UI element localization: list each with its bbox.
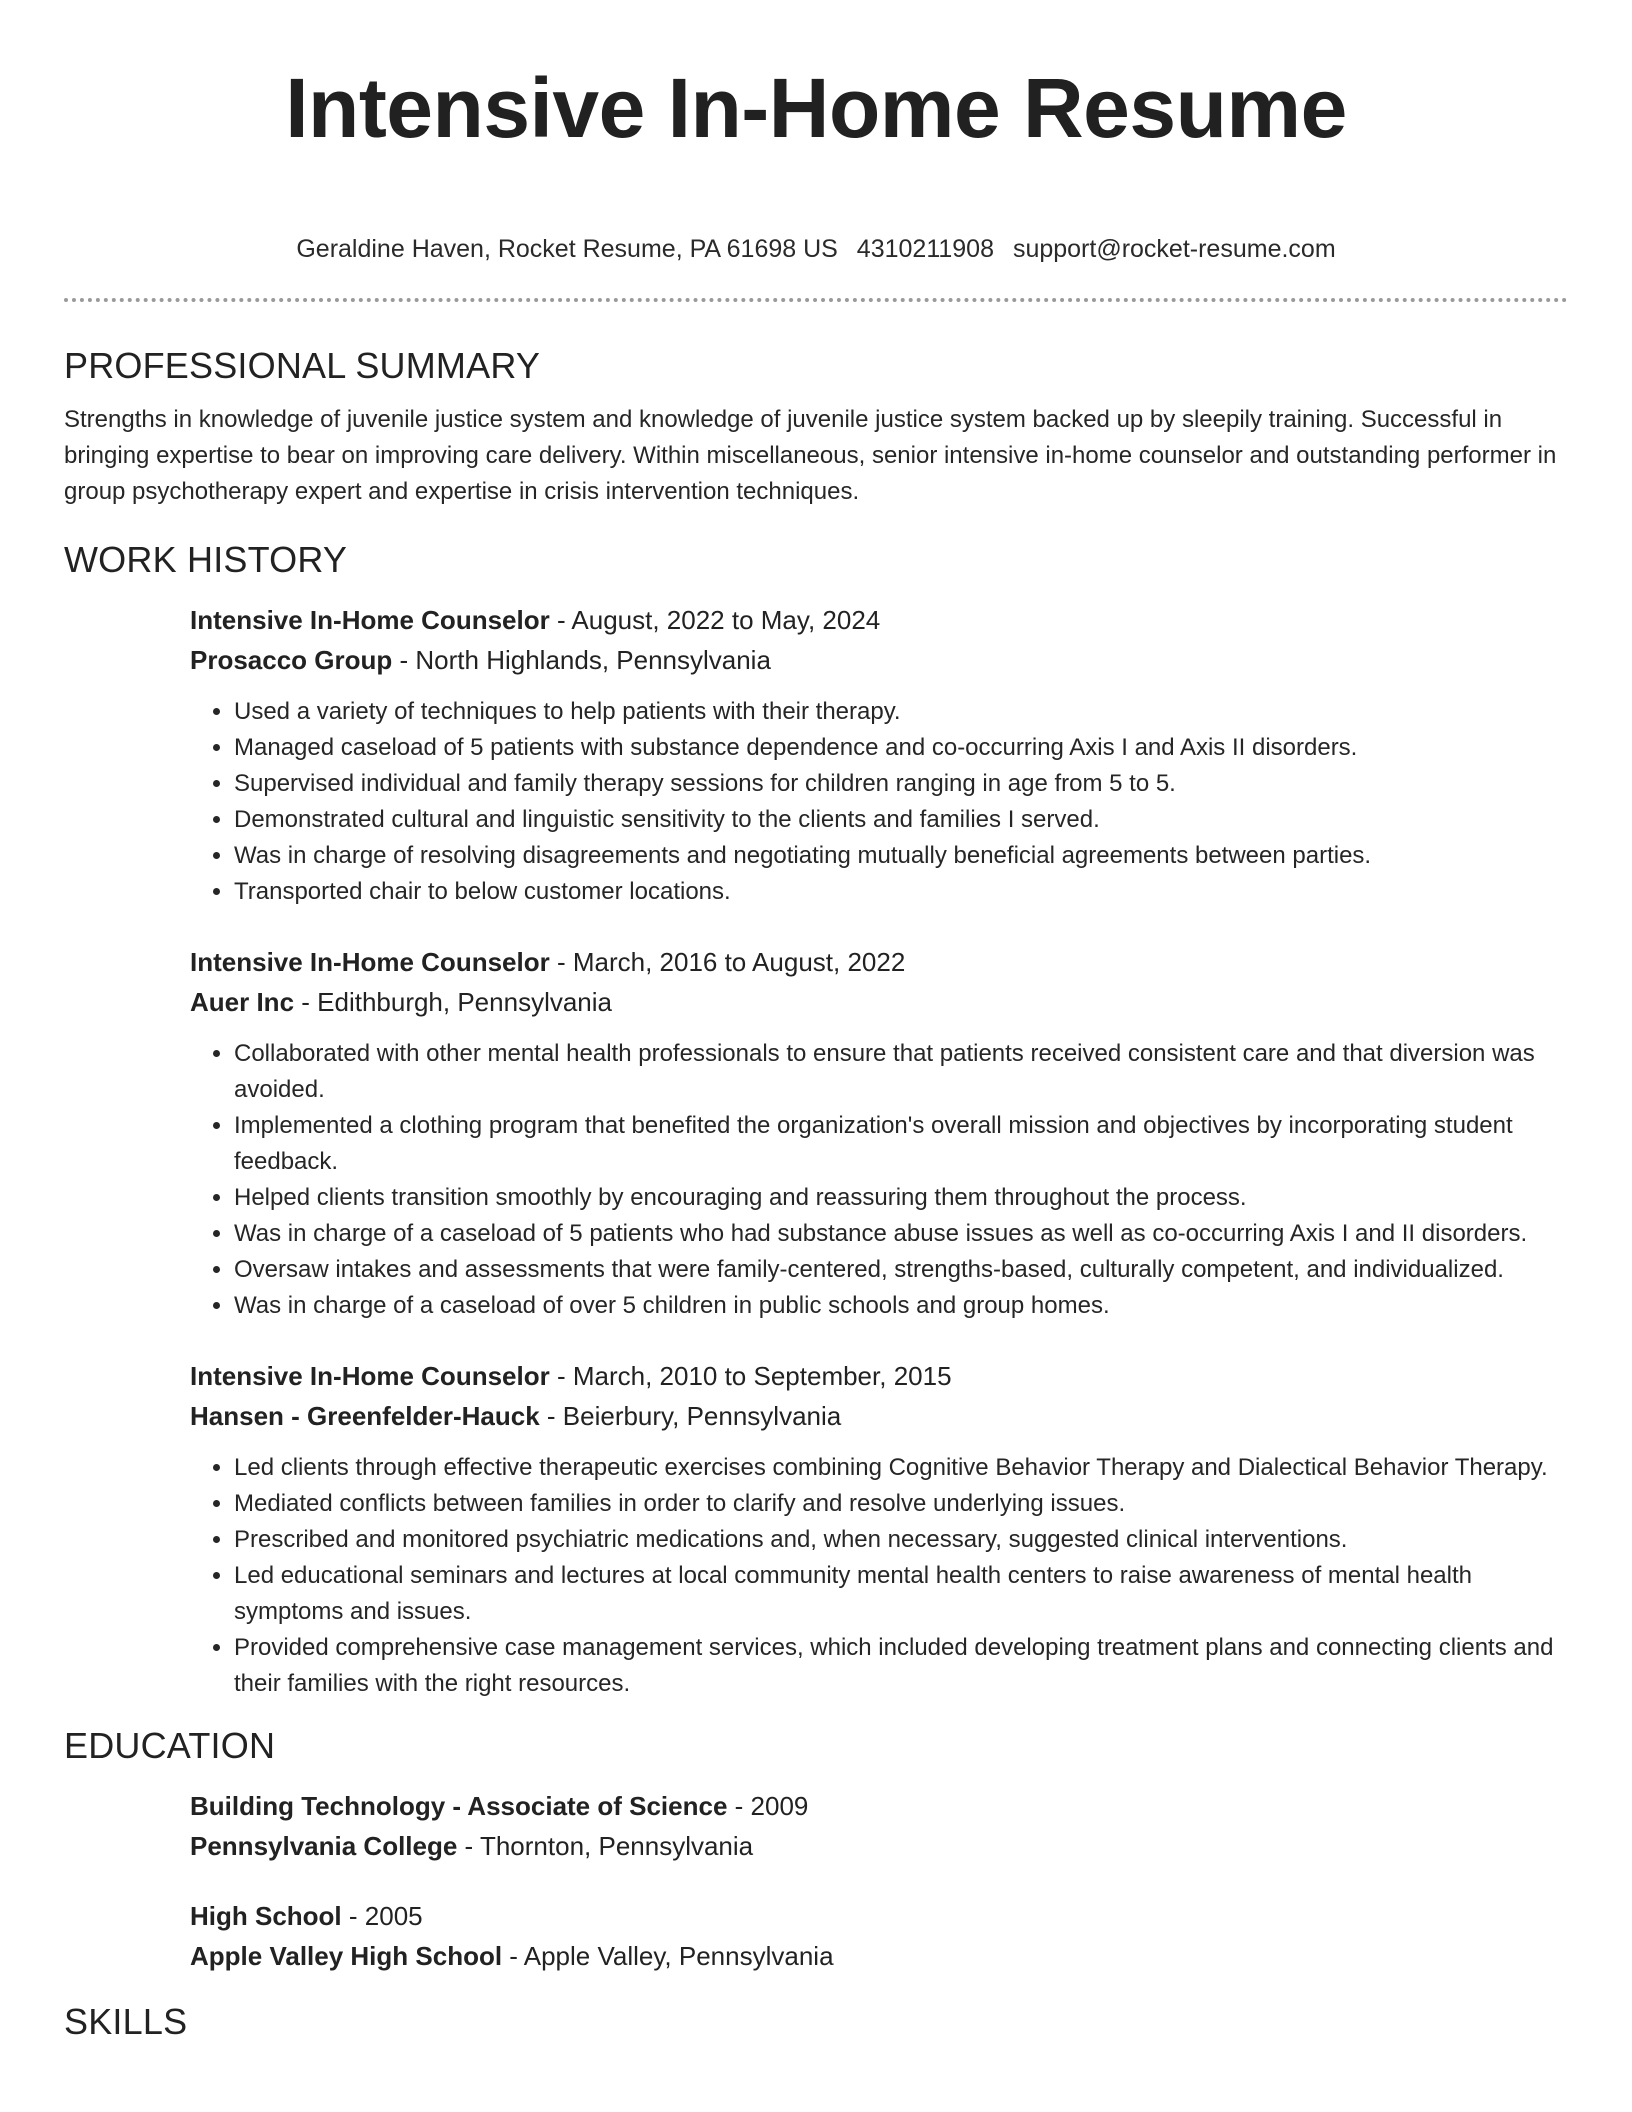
- contact-phone: 4310211908: [856, 235, 994, 263]
- education-school-line: [190, 1936, 1568, 1976]
- bullet-item: • Helped clients transition smoothly by encouraging and reassuring them throughout the process.: [234, 1180, 1568, 1216]
- job-location: - North Highlands, Pennsylvania: [392, 645, 771, 675]
- job-role: Intensive In-Home Counselor: [190, 605, 550, 635]
- skills-heading: SKILLS: [64, 2001, 188, 2042]
- job-entry: [190, 600, 1568, 910]
- job-bullets: [190, 1036, 1568, 1324]
- bullet-item: • Provided comprehensive case management services, which included developing treatment plans and connecting clients and their families with the right resources.: [234, 1630, 1568, 1702]
- job-location: - Beierbury, Pennsylvania: [539, 1401, 842, 1431]
- bullet-item: • Led clients through effective therapeutic exercises combining Cognitive Behavior Therapy and Dialectical Behavior Therapy.: [234, 1450, 1568, 1486]
- summary-heading: PROFESSIONAL SUMMARY: [64, 345, 541, 386]
- job-company-line: [190, 982, 1568, 1022]
- work-history-heading: WORK HISTORY: [64, 539, 348, 580]
- education-year: - 2005: [341, 1901, 423, 1931]
- job-company-line: [190, 640, 1568, 680]
- education-degree-line: [190, 1786, 1568, 1826]
- education-year: - 2009: [727, 1791, 809, 1821]
- contact-email: support@rocket-resume.com: [1012, 235, 1336, 263]
- contact-line: [64, 234, 1568, 264]
- job-dates: - March, 2016 to August, 2022: [549, 947, 906, 977]
- bullet-item: • Led educational seminars and lectures at local community mental health centers to raise awareness of mental health symptoms and issues.: [234, 1558, 1568, 1630]
- contact-address: Geraldine Haven, Rocket Resume, PA 61698 US: [296, 235, 838, 263]
- bullet-item: • Was in charge of resolving disagreements and negotiating mutually beneficial agreements between parties.: [234, 838, 1568, 874]
- summary-section: [64, 344, 1568, 510]
- bullet-item: • Used a variety of techniques to help patients with their therapy.: [234, 694, 1568, 730]
- bullet-item: • Supervised individual and family therapy sessions for children ranging in age from 5 to 5.: [234, 766, 1568, 802]
- resume-title: Intensive In-Home Resume: [285, 61, 1347, 155]
- job-dates: - March, 2010 to September, 2015: [549, 1361, 952, 1391]
- education-school-line: [190, 1826, 1568, 1866]
- education-degree-line: [190, 1896, 1568, 1936]
- bullet-item: • Prescribed and monitored psychiatric medications and, when necessary, suggested clinical interventions.: [234, 1522, 1568, 1558]
- job-company-line: [190, 1396, 1568, 1436]
- job-bullets: [190, 1450, 1568, 1702]
- job-entry: [190, 1356, 1568, 1702]
- job-company: Auer Inc: [190, 987, 295, 1017]
- bullet-item: • Collaborated with other mental health professionals to ensure that patients received consistent care and that diversion was avoided.: [234, 1036, 1568, 1108]
- work-history-section: [64, 538, 1568, 1702]
- education-school: Apple Valley High School: [190, 1941, 503, 1971]
- education-section: [64, 1724, 1568, 1976]
- job-location: - Edithburgh, Pennsylvania: [294, 987, 612, 1017]
- education-entry: [190, 1896, 1568, 1976]
- education-degree: High School: [190, 1901, 342, 1931]
- bullet-item: • Implemented a clothing program that benefited the organization's overall mission and objectives by incorporating student feedback.: [234, 1108, 1568, 1180]
- bullet-item: • Oversaw intakes and assessments that were family-centered, strengths-based, culturally competent, and individualized.: [234, 1252, 1568, 1288]
- job-dates: - August, 2022 to May, 2024: [549, 605, 881, 635]
- education-location: - Thornton, Pennsylvania: [457, 1831, 754, 1861]
- job-title-line: [190, 1356, 1568, 1396]
- job-role: Intensive In-Home Counselor: [190, 947, 550, 977]
- job-role: Intensive In-Home Counselor: [190, 1361, 550, 1391]
- summary-text: Strengths in knowledge of juvenile justice system and knowledge of juvenile justice system backed up by sleepily training. Successful in bringing expertise to bear on improving care delivery. Within miscellaneous, senior intensive in-home counselor and outstanding performer in group psychotherapy expert and expertise in crisis intervention techniques.: [64, 406, 1557, 505]
- resume-page: [64, 0, 1568, 2044]
- job-company: Hansen - Greenfelder-Hauck: [190, 1401, 540, 1431]
- bullet-item: • Mediated conflicts between families in order to clarify and resolve underlying issues.: [234, 1486, 1568, 1522]
- education-location: - Apple Valley, Pennsylvania: [502, 1941, 834, 1971]
- bullet-item: • Was in charge of a caseload of 5 patients who had substance abuse issues as well as co-occurring Axis I and II disorders.: [234, 1216, 1568, 1252]
- bullet-item: • Transported chair to below customer locations.: [234, 874, 1568, 910]
- job-title-line: [190, 600, 1568, 640]
- bullet-item: • Was in charge of a caseload of over 5 children in public schools and group homes.: [234, 1288, 1568, 1324]
- job-entry: [190, 942, 1568, 1324]
- education-degree: Building Technology - Associate of Science: [190, 1791, 728, 1821]
- bullet-item: • Demonstrated cultural and linguistic sensitivity to the clients and families I served.: [234, 802, 1568, 838]
- education-entry: [190, 1786, 1568, 1866]
- education-heading: EDUCATION: [64, 1725, 276, 1766]
- education-school: Pennsylvania College: [190, 1831, 458, 1861]
- job-company: Prosacco Group: [190, 645, 393, 675]
- job-title-line: [190, 942, 1568, 982]
- skills-section: [64, 2000, 1568, 2044]
- job-bullets: [190, 694, 1568, 910]
- bullet-item: • Managed caseload of 5 patients with substance dependence and co-occurring Axis I and Axis II disorders.: [234, 730, 1568, 766]
- header-divider: [64, 298, 1568, 302]
